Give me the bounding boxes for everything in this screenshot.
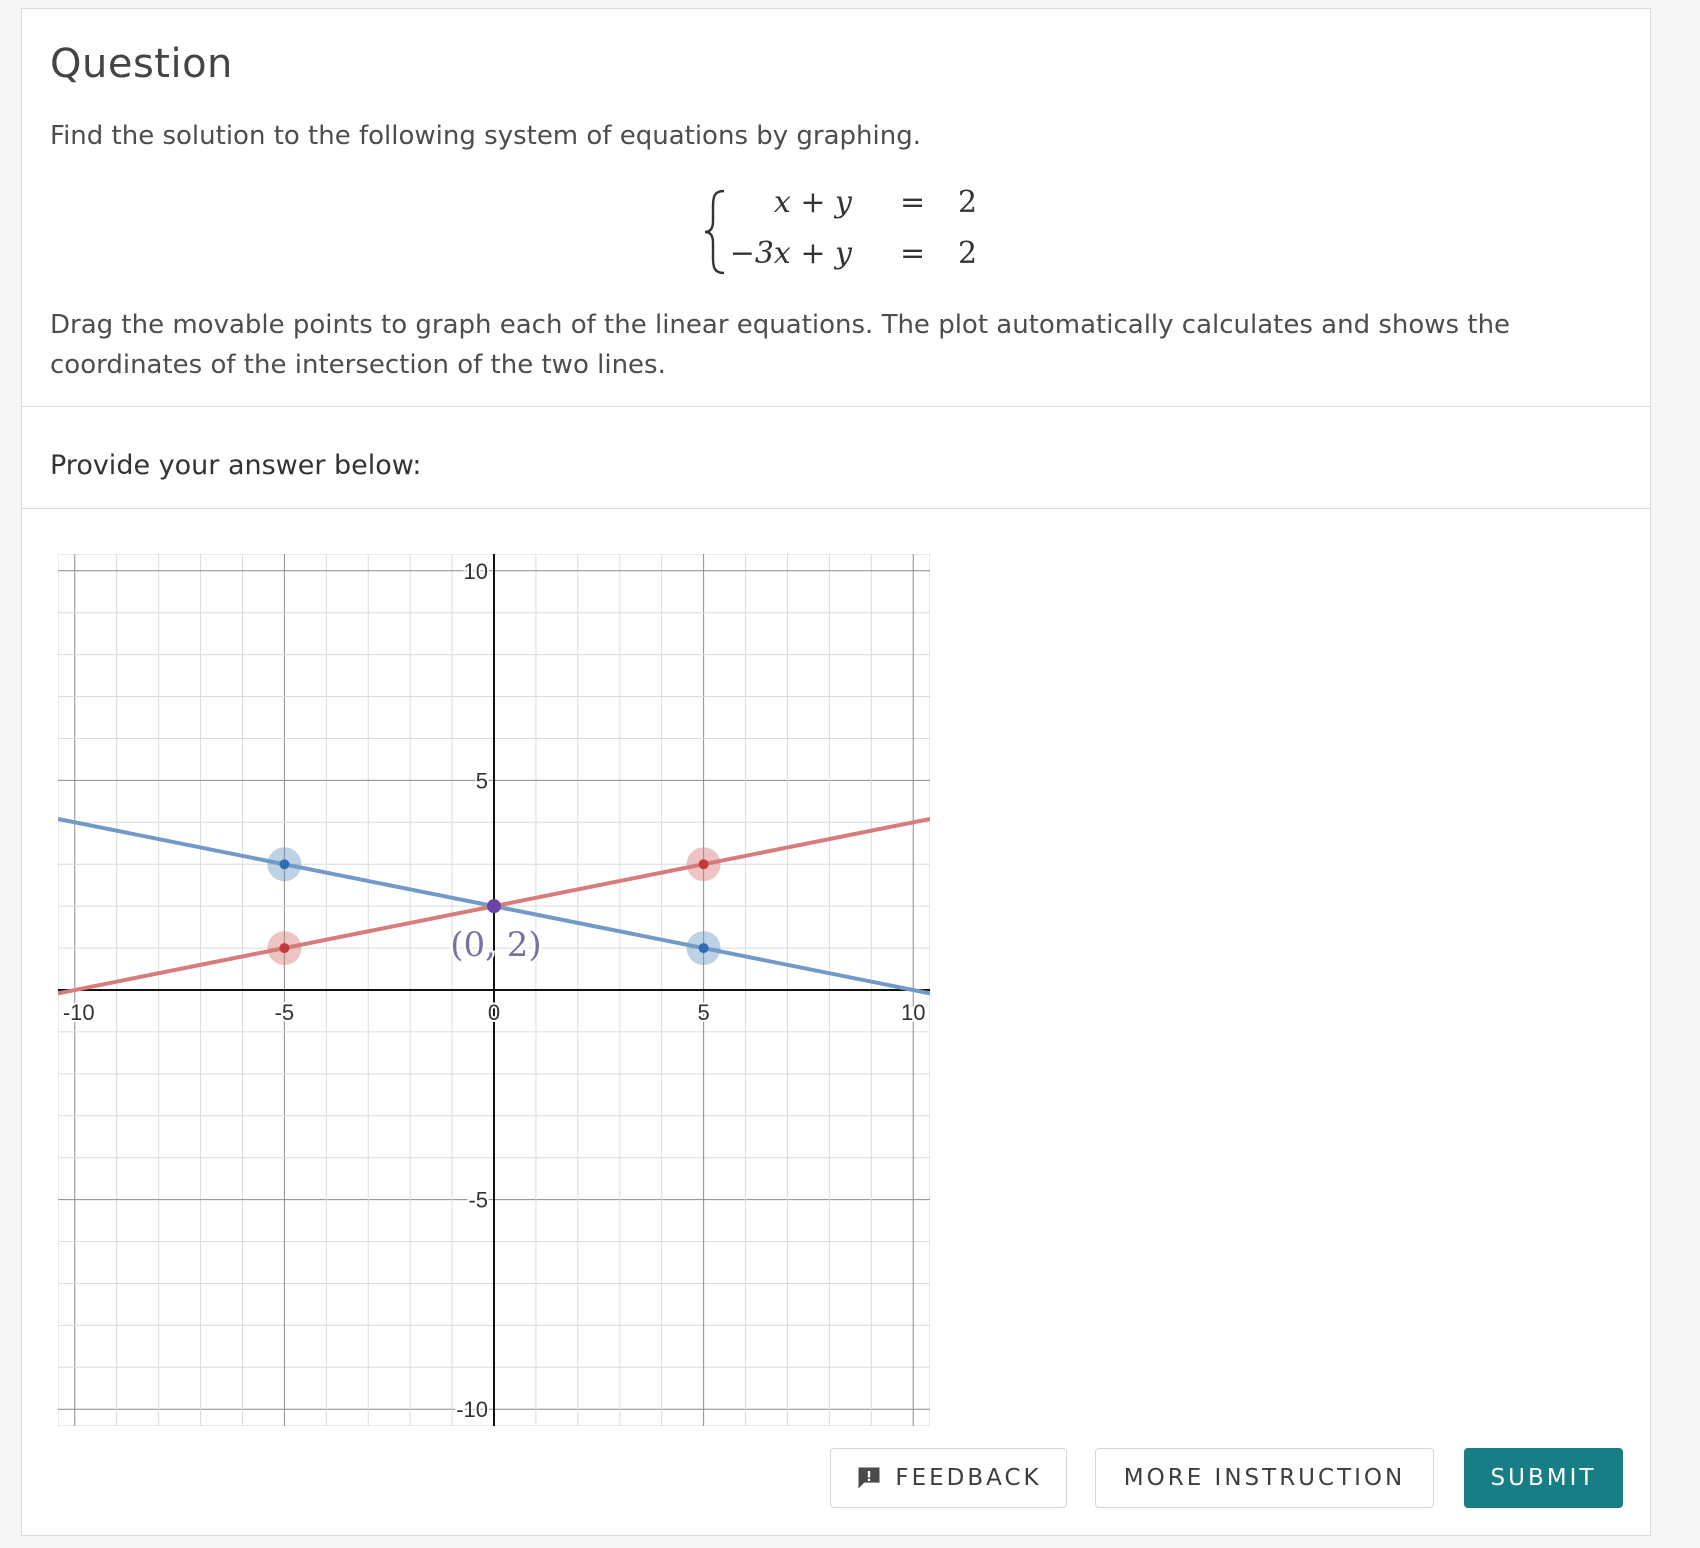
x-tick-label: -5 <box>274 1000 295 1025</box>
answer-label: Provide your answer below: <box>50 450 422 481</box>
feedback-button[interactable] <box>830 1448 1067 1508</box>
equation-rhs: 2 <box>958 185 978 220</box>
x-tick-label: 10 <box>900 1000 926 1025</box>
y-tick-label: 10 <box>463 558 488 584</box>
coordinate-plane[interactable] <box>58 554 930 1426</box>
question-section <box>22 9 1650 407</box>
y-tick-label: 5 <box>475 768 488 794</box>
equation-equals: = <box>900 236 926 271</box>
instructions-text: Drag the movable points to graph each of the linear equations. The plot automatically calculates and shows the coordinates of the intersection of the two lines. <box>50 310 1511 380</box>
movable-point-line-2[interactable] <box>699 859 709 869</box>
intersection-point <box>487 899 501 913</box>
equation-row-1 <box>732 185 1002 225</box>
more-instruction-label: MORE INSTRUCTION <box>1123 1465 1406 1491</box>
x-tick-label: -10 <box>62 1000 95 1025</box>
equation-system <box>702 181 1002 281</box>
movable-point-line-1[interactable] <box>279 859 289 869</box>
feedback-icon <box>855 1464 883 1492</box>
movable-point-line-1[interactable] <box>699 943 709 953</box>
equation-rhs: 2 <box>958 236 978 271</box>
y-tick-label: -5 <box>468 1187 488 1213</box>
answer-section <box>22 406 1650 509</box>
x-tick-label: 0 <box>487 1000 501 1025</box>
equation-row-2 <box>729 236 1002 276</box>
equation-lhs: x + y <box>773 185 852 220</box>
intersection-label: (0, 2) <box>450 925 542 966</box>
equation-lhs: −3x + y <box>729 236 852 271</box>
question-title: Question <box>50 41 233 87</box>
equation-equals: = <box>900 185 926 220</box>
movable-point-line-2[interactable] <box>279 943 289 953</box>
submit-button[interactable] <box>1464 1448 1623 1508</box>
brace-icon <box>702 189 730 275</box>
x-tick-label: 5 <box>697 1000 710 1025</box>
feedback-label: FEEDBACK <box>895 1465 1042 1491</box>
more-instruction-button[interactable] <box>1095 1448 1434 1508</box>
y-tick-label: -10 <box>456 1397 488 1423</box>
question-prompt: Find the solution to the following system of equations by graphing. <box>50 121 921 151</box>
question-card <box>21 8 1651 1536</box>
submit-label: SUBMIT <box>1490 1465 1597 1491</box>
